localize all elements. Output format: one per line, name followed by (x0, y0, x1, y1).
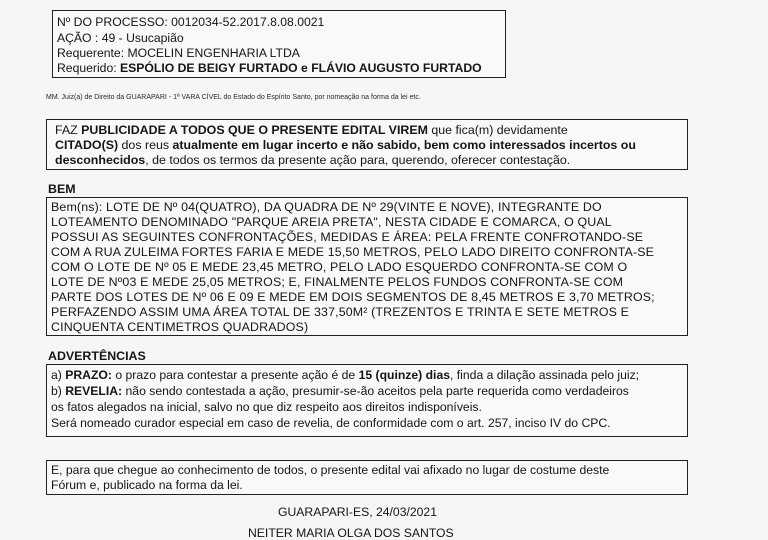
adv-text: , finda a dilação assinada pelo juiz; (450, 368, 640, 382)
revelia-line (51, 384, 629, 398)
adv-text: o prazo para contestar a presente ação é de (111, 368, 359, 382)
notice-line-2: Fórum e, publicado na forma da lei. (51, 478, 243, 492)
publicity-box (46, 119, 688, 170)
publicity-text: que fica(m) devidamente (427, 123, 568, 137)
publicity-bold: CITADO(S) (55, 138, 119, 152)
publicity-bold: PUBLICIDADE A TODOS QUE O PRESENTE EDITAL VIREM (81, 123, 428, 137)
bens-title: BEM (48, 182, 76, 196)
adv-text: não sendo contestada a ação, presumir-se-ão aceitos pela parte requerida como verdadeiros (122, 384, 629, 398)
bens-line: POSSUI AS SEGUINTES CONFRONTAÇÕES, MEDIDAS E ÁREA: PELA FRENTE CONFROTANDO-SE (51, 230, 644, 244)
adv-text: a) (51, 368, 66, 382)
bens-line: CINQUENTA CENTIMETROS QUADRADOS) (51, 320, 309, 334)
requerido (57, 61, 482, 75)
publicity-text: , de todos os termos da presente ação para, querendo, oferecer contestação. (145, 153, 571, 167)
bens-line: Bem(ns): LOTE DE Nº 04(QUATRO), DA QUADRA DE Nº 29(VINTE E NOVE), INTEGRANTE DO (51, 200, 602, 214)
publicity-line-3 (55, 153, 570, 167)
adv-line-3: os fatos alegados na inicial, salvo no que diz respeito aos direitos indisponíveis. (51, 400, 482, 414)
bens-line: PERFAZENDO ASSIM UMA ÁREA TOTAL DE 337,50M² (TREZENTOS E TRINTA E SETE METROS E (51, 305, 630, 319)
notice-line-1: E, para que chegue ao conhecimento de todos, o presente edital vai afixado no lugar de costume deste (51, 463, 610, 477)
bens-box (46, 197, 688, 336)
publicity-bold: desconhecidos (55, 153, 146, 167)
adv-bold: PRAZO: (65, 368, 112, 382)
publicity-text: dos reus (118, 138, 173, 152)
signature-name: NEITER MARIA OLGA DOS SANTOS (248, 526, 454, 540)
notice-box (46, 460, 688, 495)
requerente: Requerente: MOCELIN ENGENHARIA LTDA (57, 46, 300, 60)
bens-line: LOTE DE Nº03 E MEDE 25,05 METROS; E, FINALMENTE PELOS FUNDOS CONFRONTA-SE COM (51, 275, 624, 289)
adv-bold: 15 (quinze) dias (358, 368, 451, 382)
prazo-line (51, 368, 639, 382)
requerido-value: ESPÓLIO DE BEIGY FURTADO e FLÁVIO AUGUSTO FURTADO (120, 61, 482, 75)
publicity-bold: atualmente em lugar incerto e não sabido, bem como interessados incertos ou (172, 138, 636, 152)
publicity-line-1 (55, 123, 568, 137)
advertencias-title: ADVERTÊNCIAS (48, 349, 146, 363)
date-line: GUARAPARI-ES, 24/03/2021 (278, 505, 437, 519)
authority-line: MM. Juiz(a) de Direito da GUARAPARI - 1ª VARA CÍVEL do Estado do Espírito Santo, por nomeação na forma da lei etc. (46, 94, 421, 101)
process-header-box (52, 10, 506, 78)
bens-line: COM A RUA ZULEIMA FORTES FARIA E MEDE 15,50 METROS, PELO LADO DIREITO CONFRONTA-SE (51, 245, 655, 259)
bens-line: COM O LOTE DE Nº 05 E MEDE 23,45 METRO, PELO LADO ESQUERDO CONFRONTA-SE COM O (51, 260, 628, 274)
publicity-text: FAZ (55, 123, 82, 137)
adv-bold: REVELIA: (65, 384, 123, 398)
adv-line-4: Será nomeado curador especial em caso de revelia, de conformidade com o art. 257, inciso IV do CPC. (51, 416, 611, 430)
action-type: AÇÃO : 49 - Usucapião (57, 31, 184, 45)
process-number: Nº DO PROCESSO: 0012034-52.2017.8.08.0021 (57, 15, 325, 29)
bens-line: LOTEAMENTO DENOMINADO "PARQUE AREIA PRETA", NESTA CIDADE E COMARCA, O QUAL (51, 215, 612, 229)
publicity-line-2 (55, 138, 636, 152)
requerido-label: Requerido: (57, 61, 121, 75)
advertencias-box (46, 364, 688, 437)
bens-line: PARTE DOS LOTES DE Nº 06 E 09 E MEDE EM DOIS SEGMENTOS DE 8,45 METROS E 3,70 METROS; (51, 290, 655, 304)
adv-text: b) (51, 384, 66, 398)
